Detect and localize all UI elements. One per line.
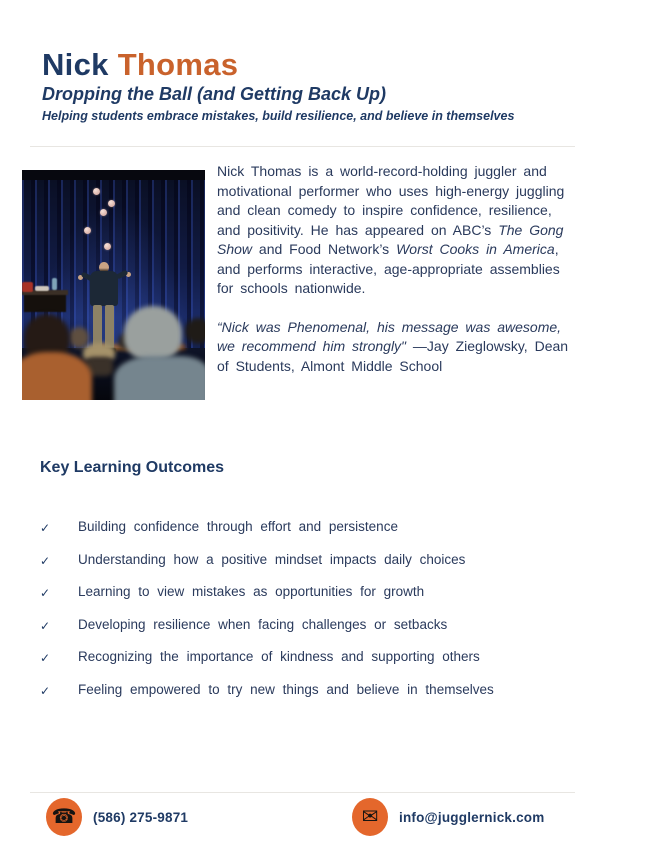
page-title (42, 47, 238, 83)
testimonial-quote: “Nick was Phenomenal, his message was awesome, we recommend him strongly" —Jay Zieglowsky, Dean of Students, Almont Middle School (217, 318, 569, 374)
audience-silhouettes (22, 300, 205, 400)
juggling-ball (100, 209, 107, 216)
audience-member (185, 318, 205, 344)
outcome-text: Building confidence through effort and persistence (78, 519, 398, 534)
phone-number: (586) 275-9871 (93, 809, 189, 825)
header-divider (30, 146, 575, 147)
outcomes-heading: Key Learning Outcomes (40, 459, 225, 476)
juggling-ball (104, 243, 111, 250)
outcome-text: Recognizing the importance of kindness and supporting others (78, 649, 480, 664)
outcome-item (40, 584, 543, 602)
audience-member (22, 352, 92, 400)
juggling-ball (108, 200, 115, 207)
email-contact (352, 798, 544, 836)
checkmark-icon: ✓ (40, 586, 51, 600)
audience-member (124, 306, 182, 360)
audience-member (69, 327, 89, 348)
outcome-item (40, 552, 543, 570)
outcome-item (40, 519, 543, 537)
performance-photo (22, 170, 205, 400)
checkmark-icon: ✓ (40, 618, 51, 633)
outcome-item (40, 649, 543, 667)
email-icon: ✉ (352, 798, 388, 836)
phone-icon: ☎ (46, 798, 82, 836)
checkmark-icon: ✓ (40, 683, 51, 698)
email-address: info@jugglernick.com (399, 809, 545, 825)
outcome-item (40, 682, 543, 700)
outcomes-list (40, 519, 543, 714)
outcome-text: Developing resilience when facing challenges or setbacks (78, 616, 448, 632)
phone-contact (46, 798, 188, 836)
checkmark-icon: ✓ (40, 521, 51, 535)
last-name: Thomas (117, 46, 239, 82)
checkmark-icon: ✓ (40, 553, 51, 568)
outcome-text: Feeling empowered to try new things and believe in themselves (78, 681, 494, 697)
footer-divider (30, 792, 575, 793)
checkmark-icon: ✓ (40, 651, 51, 665)
program-subtitle: Dropping the Ball (and Getting Back Up) (42, 84, 387, 104)
outcome-item (40, 617, 543, 635)
outcome-text: Learning to view mistakes as opportunities for growth (78, 584, 425, 599)
program-tagline: Helping students embrace mistakes, build resilience, and believe in themselves (42, 109, 515, 123)
juggling-ball (84, 227, 91, 234)
audience-member (114, 356, 205, 400)
outcome-text: Understanding how a positive mindset impacts daily choices (78, 551, 466, 567)
bio-paragraph: Nick Thomas is a world-record-holding juggler and motivational performer who uses high-energy juggling and clean comedy to inspire confidence, resilience, and positivity. He has appeared on ABC’s The Gong Show and Food Network’s Worst Cooks in America, and performs interactive, age-appropriate assemblies for schools nationwide. (217, 163, 565, 296)
first-name: Nick (42, 46, 109, 82)
juggling-ball (93, 188, 100, 195)
about-text-column (217, 162, 569, 376)
